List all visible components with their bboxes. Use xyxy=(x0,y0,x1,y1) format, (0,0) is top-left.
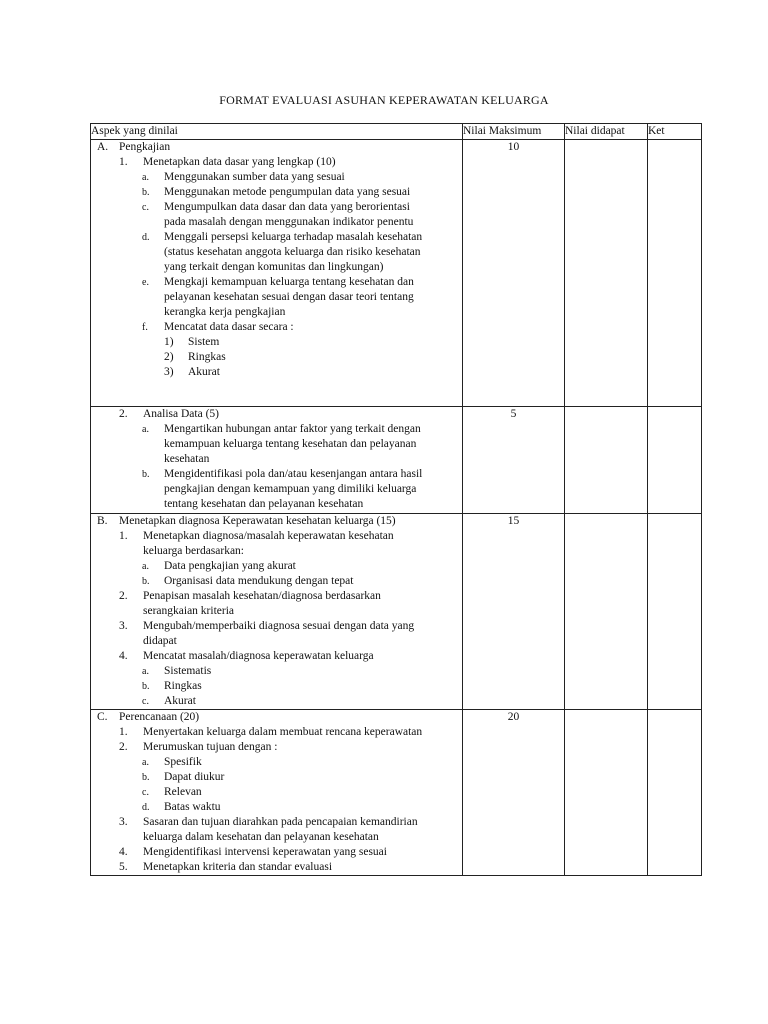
aspect-text: Menggunakan metode pengumpulan data yang sesuai xyxy=(164,186,411,198)
header-notes: Ket xyxy=(648,124,702,140)
aspect-text: Menyertakan keluarga dalam membuat rencana keperawatan xyxy=(143,726,423,738)
aspect-line xyxy=(91,185,462,200)
aspect-line xyxy=(91,619,462,634)
list-marker: c. xyxy=(142,787,149,798)
list-marker: 3) xyxy=(164,366,174,378)
aspect-text: Akurat xyxy=(164,695,196,707)
aspect-line xyxy=(91,679,462,694)
list-marker: a. xyxy=(142,561,149,572)
aspect-line xyxy=(91,407,462,422)
list-marker: A. xyxy=(97,141,109,153)
list-marker: 1. xyxy=(119,726,128,738)
list-marker: a. xyxy=(142,666,149,677)
aspect-line xyxy=(91,664,462,679)
table-row xyxy=(91,514,702,710)
aspect-line xyxy=(91,335,462,350)
aspect-line xyxy=(91,559,462,574)
aspect-text: Ringkas xyxy=(164,680,202,692)
aspect-text: Mengidentifikasi intervensi keperawatan yang sesuai xyxy=(143,846,387,858)
aspect-line xyxy=(91,860,462,875)
aspect-line xyxy=(91,770,462,785)
aspect-line xyxy=(91,830,462,845)
list-marker: d. xyxy=(142,232,150,243)
aspect-text: pelayanan kesehatan sesuai dengan dasar teori tentang xyxy=(164,291,414,303)
aspect-line xyxy=(91,785,462,800)
aspect-text: didapat xyxy=(143,635,177,647)
list-marker: b. xyxy=(142,772,150,783)
aspect-text: tentang kesehatan dan pelayanan kesehatan xyxy=(164,498,364,510)
aspect-text: kemampuan keluarga tentang kesehatan dan pelayanan xyxy=(164,438,417,450)
aspect-text: Mengumpulkan data dasar dan data yang berorientasi xyxy=(164,201,410,213)
aspect-text: Menetapkan diagnosa/masalah keperawatan kesehatan xyxy=(143,530,394,542)
aspect-text: pengkajian dengan kemampuan yang dimiliki keluarga xyxy=(164,483,417,495)
aspect-text: Analisa Data (5) xyxy=(143,408,219,420)
list-marker: 5. xyxy=(119,861,128,873)
list-marker: 4. xyxy=(119,846,128,858)
list-marker: 2. xyxy=(119,408,128,420)
aspect-line xyxy=(91,437,462,452)
aspect-line xyxy=(91,350,462,365)
aspect-text: Sistem xyxy=(188,336,220,348)
aspect-text: Organisasi data mendukung dengan tepat xyxy=(164,575,354,587)
list-marker: B. xyxy=(97,515,108,527)
aspect-text: keluarga berdasarkan: xyxy=(143,545,245,557)
aspect-text: Penapisan masalah kesehatan/diagnosa berdasarkan xyxy=(143,590,381,602)
list-marker: c. xyxy=(142,696,149,707)
aspect-text: Ringkas xyxy=(188,351,226,363)
aspect-line xyxy=(91,514,462,529)
aspect-text: serangkaian kriteria xyxy=(143,605,234,617)
aspect-text: Akurat xyxy=(188,366,220,378)
aspect-text: Mencatat data dasar secara : xyxy=(164,321,294,333)
table-row xyxy=(91,710,702,876)
aspect-line xyxy=(91,482,462,497)
aspect-line xyxy=(91,275,462,290)
aspect-text: Mengidentifikasi pola dan/atau kesenjangan antara hasil xyxy=(164,468,423,480)
aspect-text: Batas waktu xyxy=(164,801,221,813)
aspect-line xyxy=(91,320,462,335)
list-marker: a. xyxy=(142,424,149,435)
aspect-line xyxy=(91,260,462,275)
obtained-score-cell[interactable] xyxy=(565,710,648,876)
aspect-line xyxy=(91,422,462,437)
document-title: FORMAT EVALUASI ASUHAN KEPERAWATAN KELUARGA xyxy=(219,93,549,107)
aspect-text: Dapat diukur xyxy=(164,771,225,783)
aspect-text: Sasaran dan tujuan diarahkan pada pencapaian kemandirian xyxy=(143,816,418,828)
aspect-cell xyxy=(91,710,463,876)
aspect-line xyxy=(91,694,462,709)
table-row xyxy=(91,140,702,407)
table-header-row xyxy=(91,124,702,140)
aspect-line xyxy=(91,170,462,185)
list-marker: 1. xyxy=(119,156,128,168)
max-score-cell: 5 xyxy=(463,407,565,514)
aspect-line xyxy=(91,245,462,260)
list-marker: C. xyxy=(97,711,108,723)
aspect-text: Pengkajian xyxy=(119,141,171,153)
list-marker: 2. xyxy=(119,741,128,753)
list-marker: e. xyxy=(142,277,149,288)
table-row xyxy=(91,407,702,514)
aspect-line xyxy=(91,305,462,320)
aspect-line xyxy=(91,155,462,170)
max-score-cell: 15 xyxy=(463,514,565,710)
aspect-line xyxy=(91,544,462,559)
aspect-text: Mengartikan hubungan antar faktor yang terkait dengan xyxy=(164,423,421,435)
aspect-line xyxy=(91,290,462,305)
list-marker: b. xyxy=(142,681,150,692)
notes-cell[interactable] xyxy=(648,514,702,710)
evaluation-table xyxy=(90,123,702,876)
list-marker: b. xyxy=(142,469,150,480)
aspect-text: Mengubah/memperbaiki diagnosa sesuai dengan data yang xyxy=(143,620,415,632)
obtained-score-cell[interactable] xyxy=(565,514,648,710)
aspect-text: yang terkait dengan komunitas dan lingkungan) xyxy=(164,261,384,273)
aspect-line xyxy=(91,467,462,482)
obtained-score-cell[interactable] xyxy=(565,407,648,514)
aspect-line xyxy=(91,200,462,215)
aspect-line xyxy=(91,815,462,830)
aspect-text: Data pengkajian yang akurat xyxy=(164,560,296,572)
aspect-text: Menggali persepsi keluarga terhadap masalah kesehatan xyxy=(164,231,423,243)
aspect-cell xyxy=(91,514,463,710)
list-marker: d. xyxy=(142,802,150,813)
aspect-line xyxy=(91,589,462,604)
list-marker: 2. xyxy=(119,590,128,602)
list-marker: 2) xyxy=(164,351,174,363)
list-marker: b. xyxy=(142,187,150,198)
header-max-score: Nilai Maksimum xyxy=(463,124,565,140)
notes-cell[interactable] xyxy=(648,710,702,876)
aspect-line xyxy=(91,497,462,512)
aspect-text: Menetapkan data dasar yang lengkap (10) xyxy=(143,156,336,168)
aspect-line xyxy=(91,800,462,815)
aspect-text: keluarga dalam kesehatan dan pelayanan kesehatan xyxy=(143,831,379,843)
aspect-text: (status kesehatan anggota keluarga dan risiko kesehatan xyxy=(164,246,421,258)
aspect-text: Merumuskan tujuan dengan : xyxy=(143,741,278,753)
aspect-line xyxy=(91,634,462,649)
aspect-text: Mengkaji kemampuan keluarga tentang kesehatan dan xyxy=(164,276,414,288)
list-marker: a. xyxy=(142,757,149,768)
aspect-line xyxy=(91,845,462,860)
aspect-line xyxy=(91,574,462,589)
aspect-line xyxy=(91,365,462,380)
list-marker: c. xyxy=(142,202,149,213)
aspect-line xyxy=(91,452,462,467)
aspect-cell xyxy=(91,140,463,407)
aspect-text: Menggunakan sumber data yang sesuai xyxy=(164,171,345,183)
aspect-line xyxy=(91,740,462,755)
list-marker: b. xyxy=(142,576,150,587)
header-aspect: Aspek yang dinilai xyxy=(91,124,463,140)
aspect-line xyxy=(91,755,462,770)
aspect-text: Sistematis xyxy=(164,665,212,677)
list-marker: 3. xyxy=(119,620,128,632)
aspect-text: Perencanaan (20) xyxy=(119,711,200,723)
list-marker: 1. xyxy=(119,530,128,542)
aspect-text: kerangka kerja pengkajian xyxy=(164,306,286,318)
aspect-text: Mencatat masalah/diagnosa keperawatan keluarga xyxy=(143,650,374,662)
obtained-score-cell[interactable] xyxy=(565,140,648,407)
notes-cell[interactable] xyxy=(648,407,702,514)
aspect-text: kesehatan xyxy=(164,453,210,465)
aspect-line xyxy=(91,604,462,619)
aspect-line xyxy=(91,649,462,664)
list-marker: f. xyxy=(142,322,148,333)
max-score-cell: 10 xyxy=(463,140,565,407)
max-score-cell: 20 xyxy=(463,710,565,876)
list-marker: a. xyxy=(142,172,149,183)
aspect-text: Relevan xyxy=(164,786,202,798)
aspect-text: Menetapkan kriteria dan standar evaluasi xyxy=(143,861,333,873)
list-marker: 4. xyxy=(119,650,128,662)
aspect-line xyxy=(91,725,462,740)
aspect-text: Menetapkan diagnosa Keperawatan kesehatan keluarga (15) xyxy=(119,515,396,527)
aspect-line xyxy=(91,230,462,245)
aspect-line xyxy=(91,140,462,155)
aspect-text: pada masalah dengan menggunakan indikator penentu xyxy=(164,216,414,228)
list-marker: 1) xyxy=(164,336,174,348)
aspect-text: Spesifik xyxy=(164,756,202,768)
notes-cell[interactable] xyxy=(648,140,702,407)
header-obtained-score: Nilai didapat xyxy=(565,124,648,140)
aspect-line xyxy=(91,710,462,725)
aspect-line xyxy=(91,215,462,230)
list-marker: 3. xyxy=(119,816,128,828)
aspect-cell xyxy=(91,407,463,514)
aspect-line xyxy=(91,529,462,544)
